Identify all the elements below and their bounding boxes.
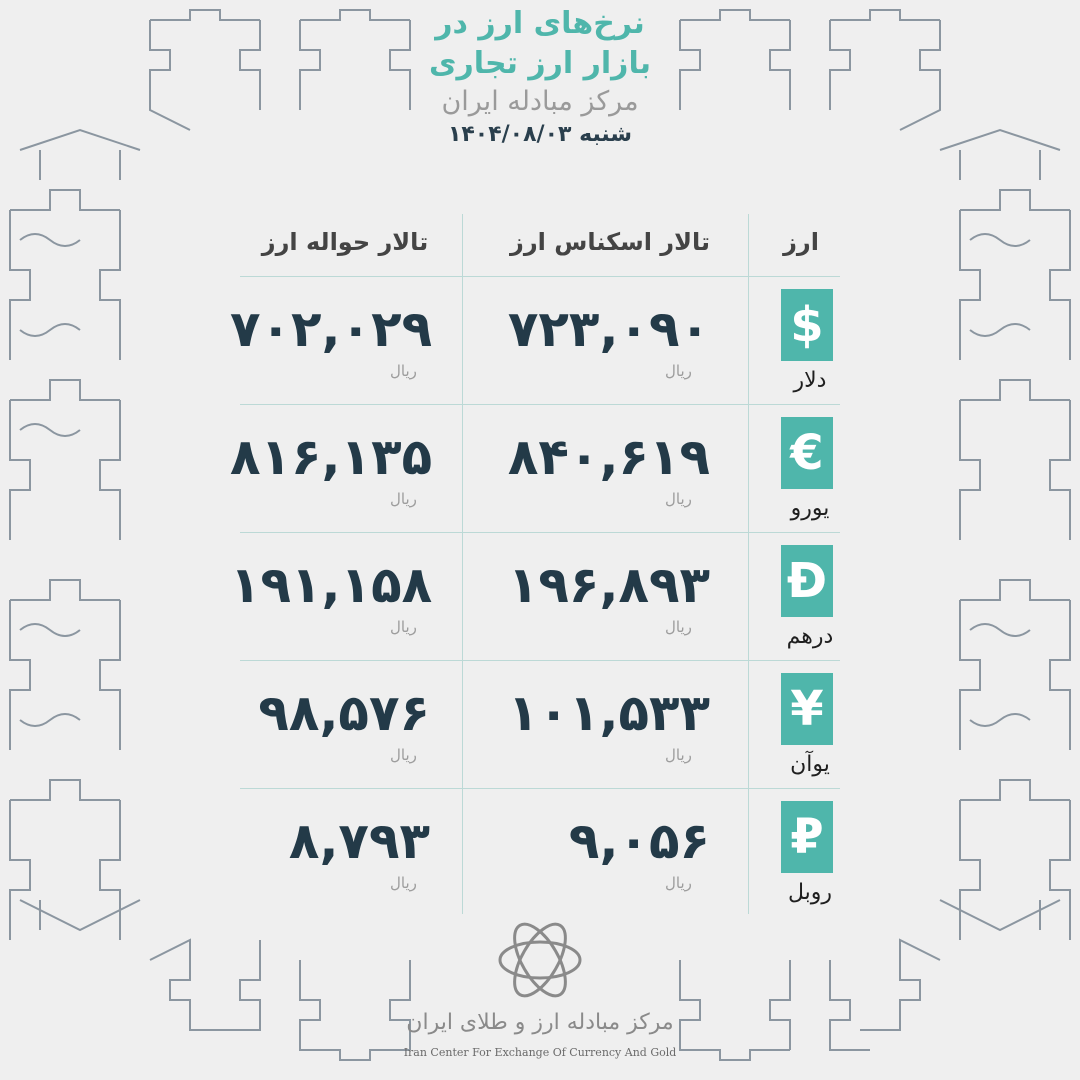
cash-rate-unit: ریال <box>665 362 692 380</box>
page-title-line2: بازار ارز تجاری <box>429 46 651 81</box>
remittance-rate-unit: ریال <box>390 746 417 764</box>
currency-name: دلار <box>793 368 827 393</box>
column-header-currency: ارز <box>783 228 819 256</box>
currency-name: یوآن <box>790 752 830 777</box>
table-row <box>230 532 840 660</box>
remittance-rate-value: ۷۰۲,۰۲۹ <box>230 300 433 358</box>
ruble-icon: ₽ <box>781 801 833 873</box>
cash-rate-value: ۹,۰۵۶ <box>568 812 710 870</box>
cash-rate-value: ۷۲۳,۰۹۰ <box>507 300 710 358</box>
cash-rate-unit: ریال <box>665 490 692 508</box>
remittance-rate-value: ۱۹۱,۱۵۸ <box>230 556 433 614</box>
cash-rate-value: ۱۹۶,۸۹۳ <box>507 556 710 614</box>
euro-icon: € <box>781 417 833 489</box>
footer-logo-english: Iran Center For Exchange Of Currency And Gold <box>403 1046 677 1059</box>
footer-logo-text: مرکز مبادله ارز و طلای ایران <box>406 1010 674 1035</box>
cash-rate-unit: ریال <box>665 618 692 636</box>
page-subtitle: مرکز مبادله ایران <box>441 86 639 117</box>
table-row <box>240 660 840 788</box>
table-row <box>240 788 840 916</box>
remittance-rate-unit: ریال <box>390 618 417 636</box>
exchange-center-logo-icon <box>494 914 586 1006</box>
table-row <box>230 404 840 532</box>
column-header-remittance-hall: تالار حواله ارز <box>261 228 429 256</box>
dollar-icon: $ <box>781 289 833 361</box>
remittance-rate-unit: ریال <box>390 362 417 380</box>
remittance-rate-unit: ریال <box>390 874 417 892</box>
cash-rate-value: ۸۴۰,۶۱۹ <box>507 428 710 486</box>
currency-name: روبل <box>787 880 833 905</box>
remittance-rate-value: ۸,۷۹۳ <box>288 812 430 870</box>
remittance-rate-value: ۹۸,۵۷۶ <box>258 684 430 742</box>
remittance-rate-value: ۸۱۶,۱۳۵ <box>230 428 433 486</box>
column-header-cash-hall: تالار اسکناس ارز <box>510 228 710 256</box>
dirham-icon: Đ <box>781 545 833 617</box>
cash-rate-value: ۱۰۱,۵۳۳ <box>507 684 710 742</box>
yuan-icon: ¥ <box>781 673 833 745</box>
page-title-line1: نرخ‌های ارز در <box>435 6 645 41</box>
currency-name: درهم <box>786 624 834 649</box>
currency-name: یورو <box>790 496 830 521</box>
remittance-rate-unit: ریال <box>390 490 417 508</box>
cash-rate-unit: ریال <box>665 746 692 764</box>
page-date: شنبه ۱۴۰۴/۰۸/۰۳ <box>447 122 633 147</box>
table-row <box>230 276 840 404</box>
cash-rate-unit: ریال <box>665 874 692 892</box>
